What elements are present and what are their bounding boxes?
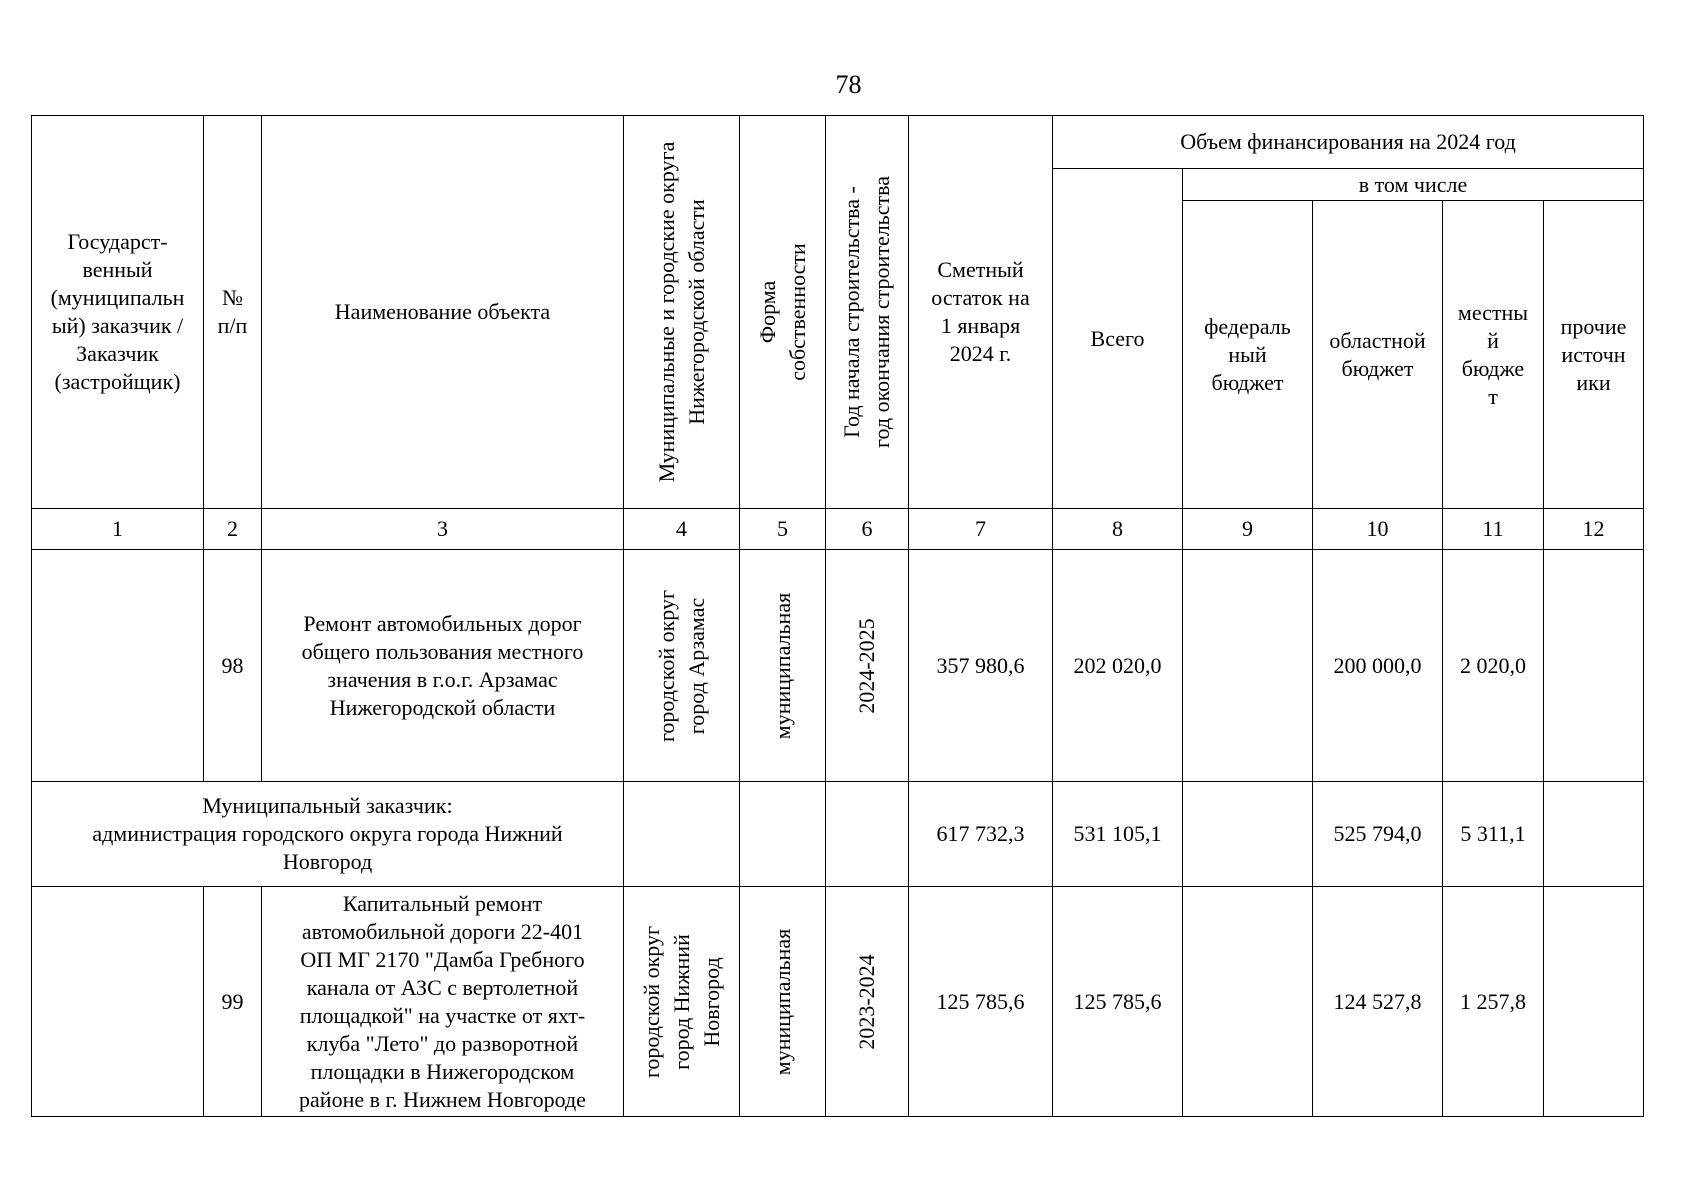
row-estimated-balance: 357 980,6 (909, 550, 1053, 782)
header-other-line: источн (1561, 341, 1626, 367)
object-name-line: канала от АЗС с вертолетной (306, 974, 579, 1000)
municipality-line: городской округ (653, 589, 679, 742)
header-municipality-line: Муниципальные и городские округа (653, 141, 679, 483)
row-estimated-balance: 125 785,6 (909, 887, 1053, 1117)
header-years-line: год окончания строительства (869, 176, 894, 448)
row-federal (1183, 550, 1313, 782)
row-municipality (624, 887, 740, 1117)
header-federal-line: ный (1228, 341, 1267, 367)
header-object-name: Наименование объекта (262, 116, 624, 509)
group-estimated-balance: 617 732,3 (909, 782, 1053, 887)
header-customer-line: (застройщик) (54, 369, 181, 394)
ownership-label: муниципальная (769, 928, 795, 1075)
header-row-1 (32, 116, 1644, 169)
row-municipality (624, 550, 740, 782)
row-object-name (262, 550, 624, 782)
column-number: 7 (909, 509, 1053, 550)
group-label-line: администрация городского округа города Нижний (92, 821, 563, 846)
row-customer (32, 550, 204, 782)
group-label-line: Новгород (282, 849, 373, 874)
column-numbers-row (32, 509, 1644, 550)
object-name-line: районе в г. Нижнем Новгороде (299, 1086, 586, 1112)
object-name-line: значения в г.о.г. Арзамас (327, 666, 558, 692)
header-years (826, 116, 909, 509)
table-row (32, 550, 1644, 782)
header-balance-line: Сметный (937, 257, 1024, 282)
header-customer-line: венный (82, 257, 153, 282)
column-number: 8 (1053, 509, 1183, 550)
column-number: 9 (1183, 509, 1313, 550)
header-number-line: п/п (217, 313, 248, 338)
object-name-line: площадки в Нижегородском (310, 1058, 575, 1084)
row-federal (1183, 887, 1313, 1117)
row-object-name (262, 887, 624, 1117)
row-local: 2 020,0 (1443, 550, 1544, 782)
row-total: 202 020,0 (1053, 550, 1183, 782)
row-total: 125 785,6 (1053, 887, 1183, 1117)
column-number: 6 (826, 509, 909, 550)
object-name-line: Капитальный ремонт (342, 890, 543, 916)
group-row (32, 782, 1644, 887)
column-number: 2 (204, 509, 262, 550)
object-name-line: общего пользования местного (301, 638, 584, 664)
header-local-line: т (1488, 383, 1498, 409)
object-name-line: площадкой" на участке от яхт- (299, 1002, 586, 1028)
municipality-line: городской округ (638, 925, 664, 1078)
header-local-line: местны (1457, 299, 1529, 325)
group-label-line: Муниципальный заказчик: (202, 793, 453, 818)
header-years-line: Год начала строительства - (839, 186, 864, 438)
header-municipality-line: Нижегородской области (683, 199, 709, 425)
column-number: 5 (740, 509, 826, 550)
years-label: 2023-2024 (854, 953, 879, 1050)
header-customer-line: Заказчик (76, 341, 159, 366)
group-years (826, 782, 909, 887)
header-local (1443, 201, 1544, 509)
row-regional: 200 000,0 (1313, 550, 1443, 782)
row-other (1544, 887, 1644, 1117)
header-other (1544, 201, 1644, 509)
header-including: в том числе (1183, 169, 1644, 201)
row-customer (32, 887, 204, 1117)
row-number: 99 (204, 887, 262, 1117)
group-ownership (740, 782, 826, 887)
header-ownership (740, 116, 826, 509)
header-municipality (624, 116, 740, 509)
header-regional-line: бюджет (1341, 355, 1414, 381)
header-number (204, 116, 262, 509)
header-total: Всего (1053, 169, 1183, 509)
row-other (1544, 550, 1644, 782)
municipality-line: Новгород (698, 956, 724, 1047)
page-number: 78 (835, 70, 862, 99)
financing-table (31, 115, 1644, 1117)
object-name-line: ОП МГ 2170 "Дамба Гребного (300, 946, 585, 972)
header-ownership-line: Форма (754, 280, 780, 344)
column-number: 1 (32, 509, 204, 550)
header-estimated-balance (909, 116, 1053, 509)
years-label: 2024-2025 (854, 617, 879, 714)
municipality-line: город Нижний (668, 933, 694, 1070)
ownership-label: муниципальная (769, 592, 795, 739)
header-customer-line: (муниципальн (50, 285, 185, 310)
header-regional-line: областной (1329, 327, 1426, 353)
header-ownership-line: собственности (784, 243, 810, 381)
row-ownership (740, 550, 826, 782)
header-balance-line: 1 января (940, 313, 1021, 338)
column-number: 12 (1544, 509, 1644, 550)
header-other-line: ики (1576, 369, 1611, 395)
header-federal (1183, 201, 1313, 509)
group-total: 531 105,1 (1053, 782, 1183, 887)
group-regional: 525 794,0 (1313, 782, 1443, 887)
column-number: 11 (1443, 509, 1544, 550)
header-customer (32, 116, 204, 509)
object-name-line: Ремонт автомобильных дорог (303, 610, 582, 636)
row-years (826, 887, 909, 1117)
header-local-line: бюдже (1461, 355, 1525, 381)
row-number: 98 (204, 550, 262, 782)
header-regional (1313, 201, 1443, 509)
header-other-line: прочие (1560, 313, 1627, 339)
object-name-line: автомобильной дороги 22-401 (301, 918, 584, 944)
header-financing-title: Объем финансирования на 2024 год (1053, 116, 1644, 169)
header-customer-line: Государст- (67, 229, 168, 254)
header-balance-line: 2024 г. (949, 341, 1012, 366)
header-federal-line: федераль (1204, 313, 1291, 339)
object-name-line: Нижегородской области (329, 694, 556, 720)
object-name-line: клуба "Лето" до разворотной (306, 1030, 579, 1056)
header-number-line: № (222, 285, 243, 310)
header-federal-line: бюджет (1211, 369, 1284, 395)
header-local-line: й (1487, 327, 1499, 353)
group-municipality (624, 782, 740, 887)
column-number: 10 (1313, 509, 1443, 550)
table-row (32, 887, 1644, 1117)
row-regional: 124 527,8 (1313, 887, 1443, 1117)
group-local: 5 311,1 (1443, 782, 1544, 887)
municipality-line: город Арзамас (683, 597, 709, 734)
column-number: 4 (624, 509, 740, 550)
group-other (1544, 782, 1644, 887)
row-years (826, 550, 909, 782)
header-balance-line: остаток на (931, 285, 1030, 310)
column-number: 3 (262, 509, 624, 550)
group-label (32, 782, 624, 887)
header-customer-line: ый) заказчик / (51, 313, 184, 338)
row-ownership (740, 887, 826, 1117)
row-local: 1 257,8 (1443, 887, 1544, 1117)
group-federal (1183, 782, 1313, 887)
